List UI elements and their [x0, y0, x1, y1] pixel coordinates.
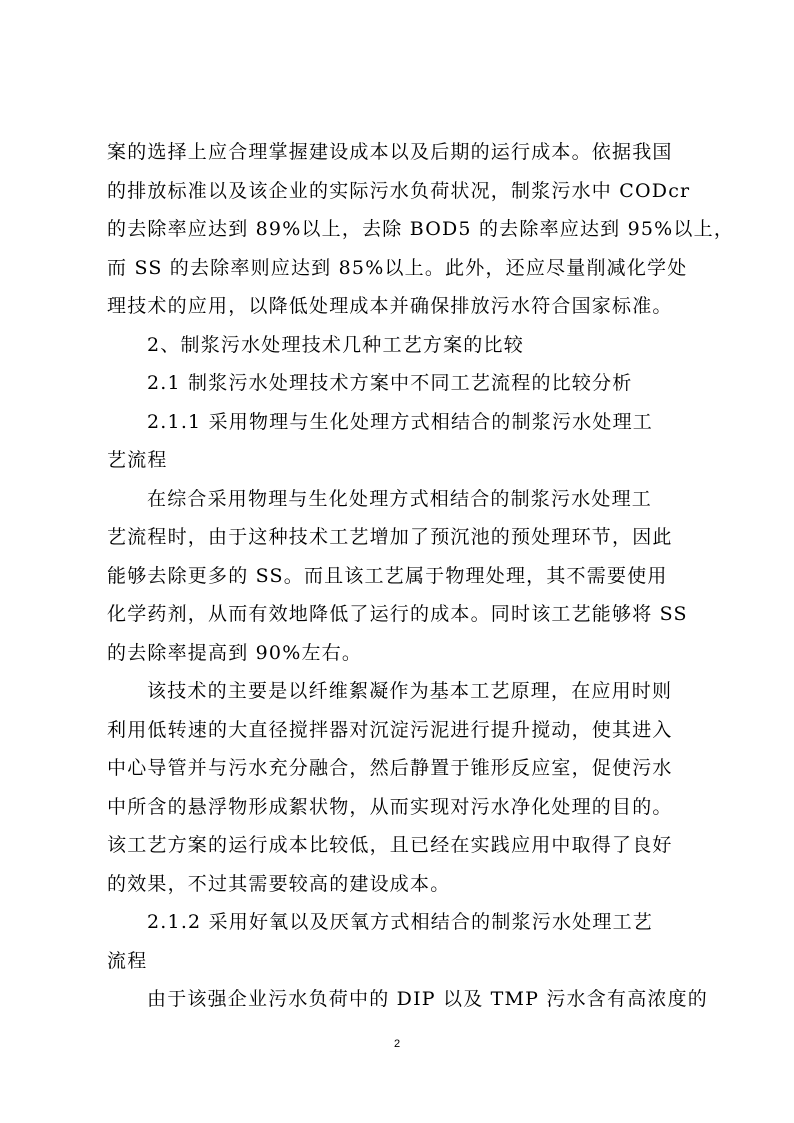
- text-line: 在综合采用物理与生化处理方式相结合的制浆污水处理工: [147, 487, 653, 510]
- text-line: 能够去除更多的 SS。而且该工艺属于物理处理，其不需要使用: [107, 564, 668, 587]
- text-line: 中心导管并与污水充分融合，然后静置于锥形反应室，促使污水: [107, 757, 673, 779]
- text-line: 理技术的应用，以降低处理成本并确保排放污水符合国家标准。: [107, 295, 673, 317]
- subsubsection-heading-continued: 流程: [107, 949, 148, 972]
- section-heading: 2、制浆污水处理技术几种工艺方案的比较: [147, 333, 524, 356]
- text-line: 该技术的主要是以纤维絮凝作为基本工艺原理，在应用时则: [147, 680, 673, 702]
- body-text: [107, 133, 735, 1019]
- subsubsection-heading: 2.1.2 采用好氧以及厌氧方式相结合的制浆污水处理工艺: [147, 911, 653, 933]
- text-line: 的排放标准以及该企业的实际污水负荷状况，制浆污水中 CODcr: [107, 179, 691, 202]
- text-line: 的去除率提高到 90%左右。: [107, 641, 363, 664]
- text-line: 的去除率应达到 89%以上，去除 BOD5 的去除率应达到 95%以上，: [107, 218, 735, 240]
- text-line: 该工艺方案的运行成本比较低，且已经在实践应用中取得了良好: [107, 834, 673, 856]
- text-line: 艺流程时，由于这种技术工艺增加了预沉池的预处理环节，因此: [107, 526, 673, 548]
- text-line: 利用低转速的大直径搅拌器对沉淀污泥进行提升搅动，使其进入: [107, 718, 673, 741]
- text-line: 由于该强企业污水负荷中的 DIP 以及 TMP 污水含有高浓度的: [147, 988, 708, 1010]
- subsubsection-heading-continued: 艺流程: [107, 449, 168, 471]
- text-line: 化学药剂，从而有效地降低了运行的成本。同时该工艺能够将 SS: [107, 603, 688, 625]
- text-line: 的效果，不过其需要较高的建设成本。: [107, 872, 451, 895]
- subsection-heading: 2.1 制浆污水处理技术方案中不同工艺流程的比较分析: [147, 372, 633, 394]
- text-line: 案的选择上应合理掌握建设成本以及后期的运行成本。依据我国: [107, 141, 673, 163]
- subsubsection-heading: 2.1.1 采用物理与生化处理方式相结合的制浆污水处理工: [147, 410, 653, 433]
- page-number: 2: [393, 1038, 401, 1050]
- text-line: 而 SS 的去除率则应达到 85%以上。此外，还应尽量削减化学处: [107, 256, 688, 279]
- text-line: 中所含的悬浮物形成絮状物，从而实现对污水净化处理的目的。: [107, 795, 673, 818]
